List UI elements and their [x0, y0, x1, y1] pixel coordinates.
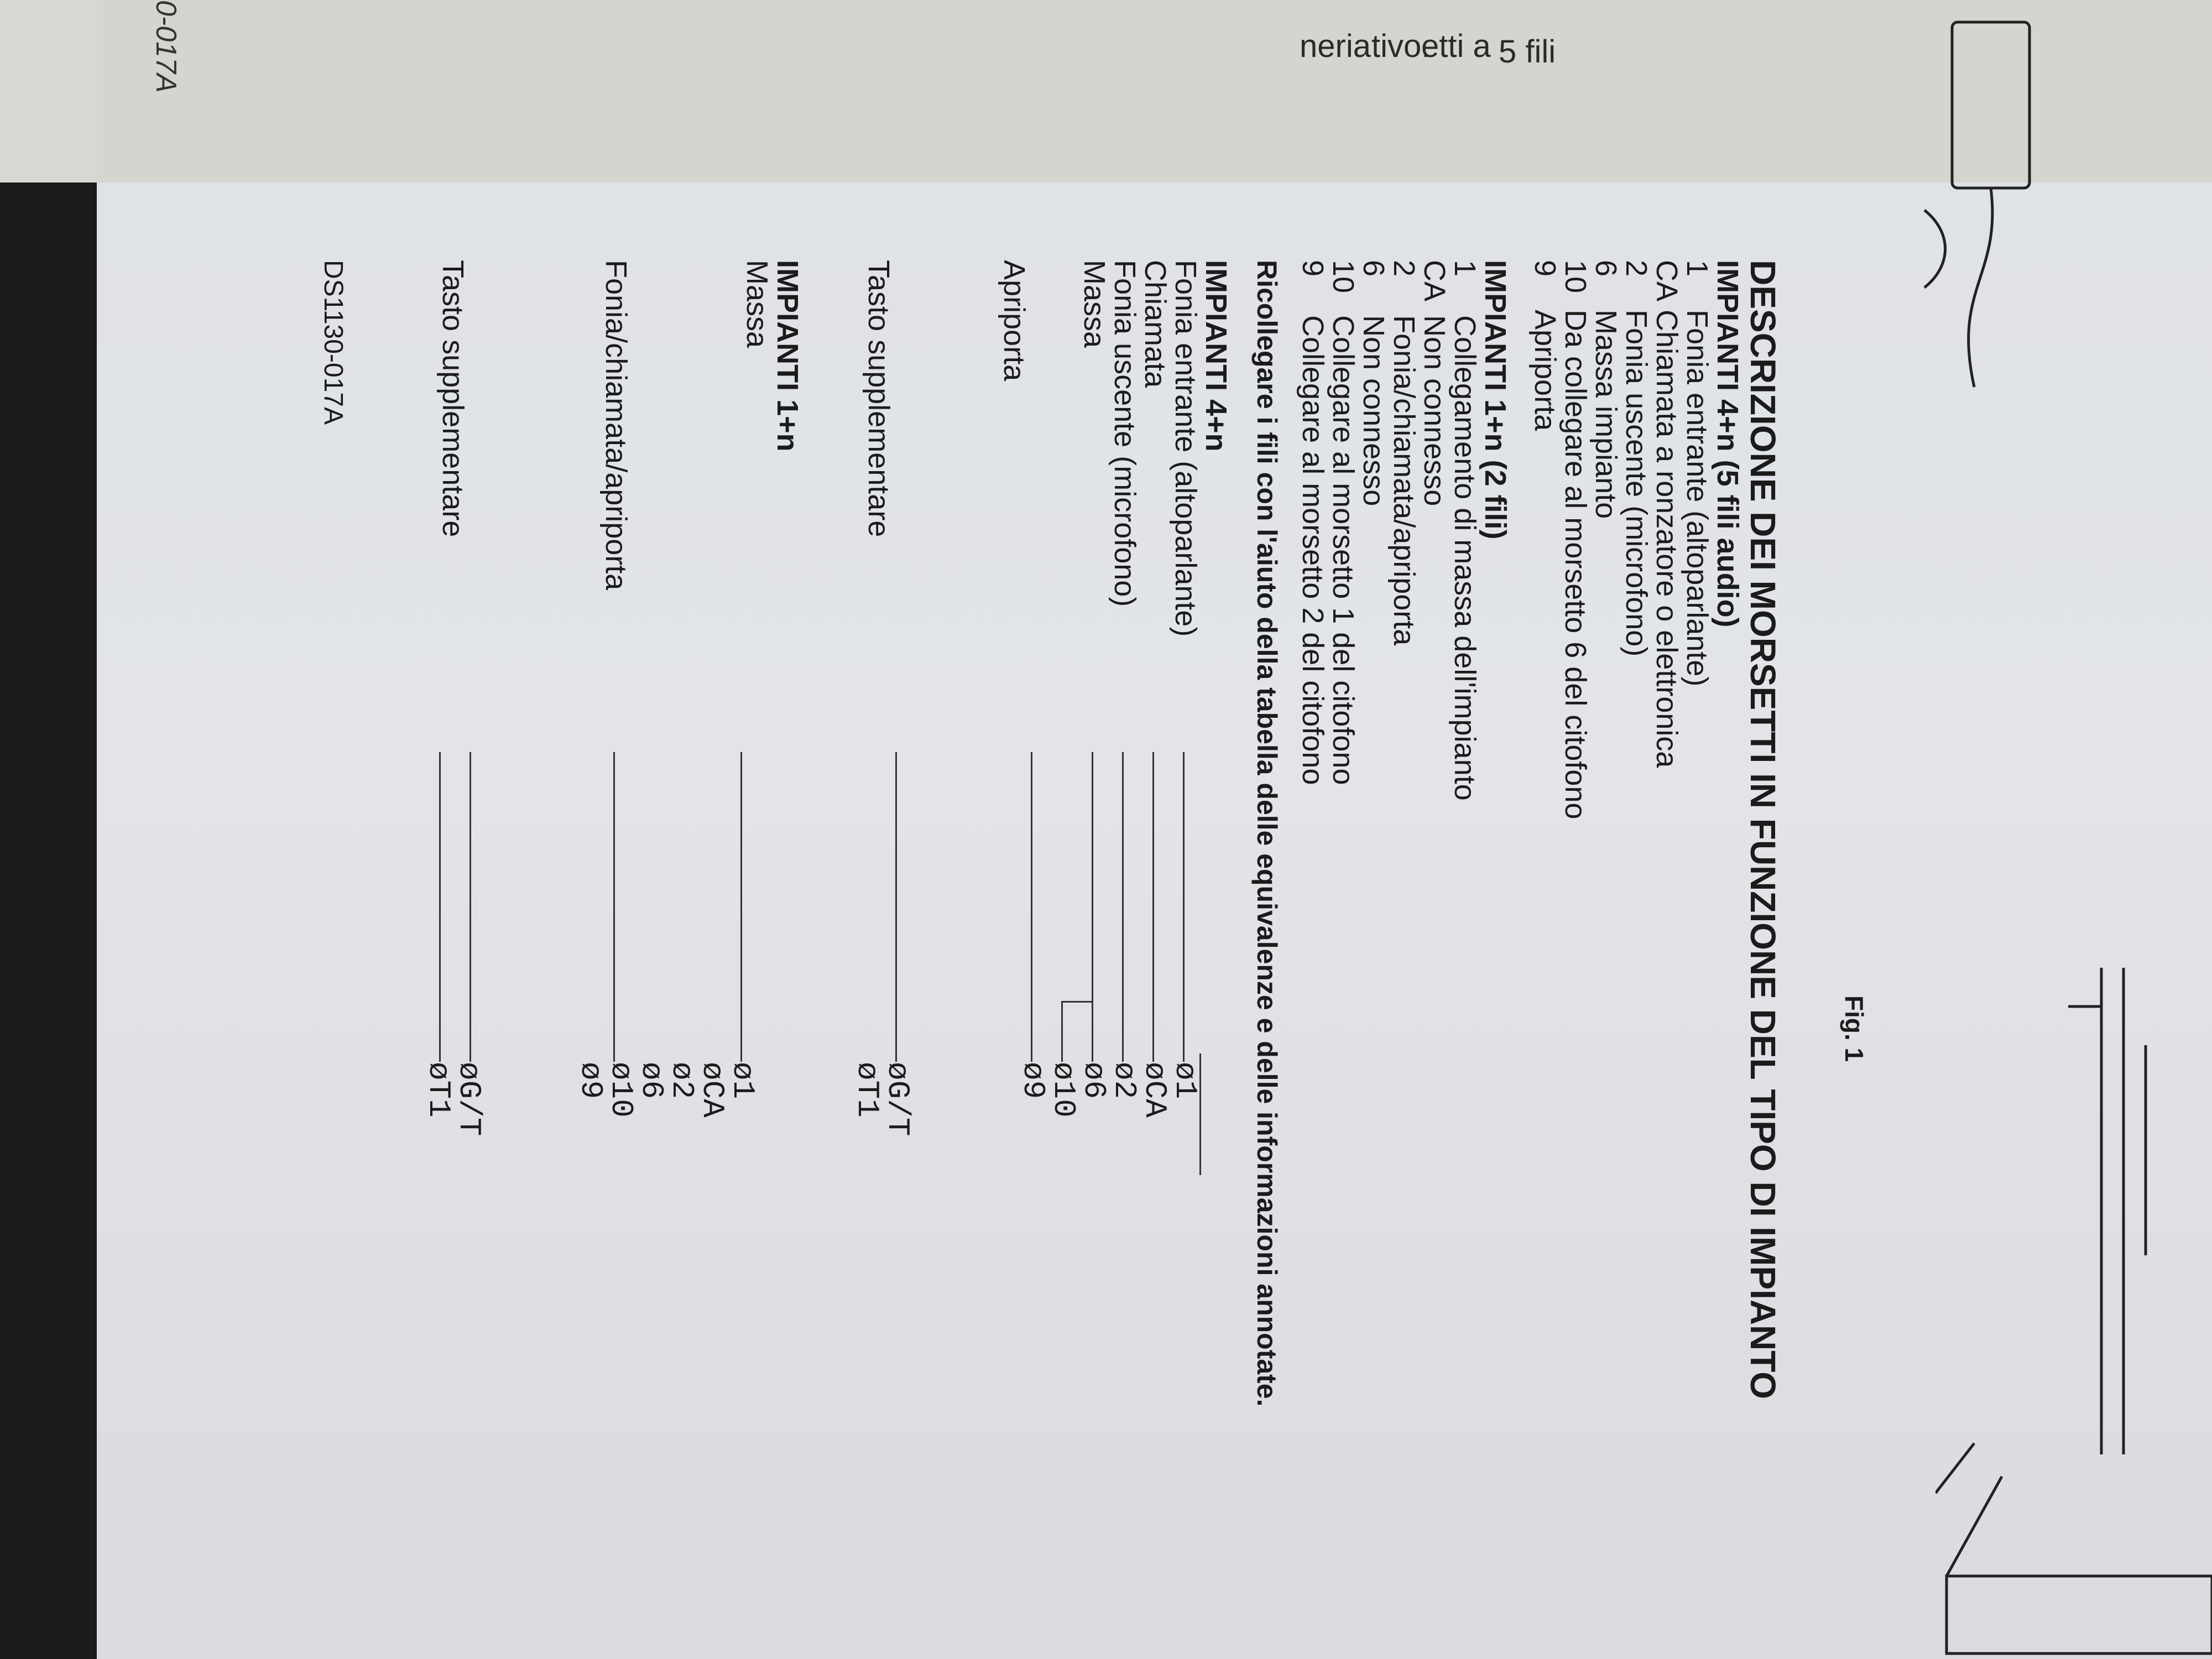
intercom-handset-illustration: [1880, 0, 2212, 830]
diagram-4n-heading: IMPIANTI 4+n: [1199, 260, 1233, 452]
terminal: øCA: [695, 1062, 730, 1118]
terminal: øG/T: [880, 1062, 915, 1136]
page-title: DESCRIZIONE DEI MORSETTI IN FUNZIONE DEL TIPO DI IMPIANTO: [1743, 260, 1783, 1399]
desc: Collegare al morsetto 1 del citofono: [1327, 315, 1360, 785]
diagram-4n-label: Apriporta: [998, 260, 1031, 382]
wire: [439, 752, 441, 1062]
wire: [1092, 752, 1093, 1001]
desc: Chiamata a ronzatore o elettronica: [1650, 310, 1683, 768]
code: 9: [1528, 260, 1562, 277]
wire: [1092, 1001, 1093, 1062]
code: 6: [1357, 260, 1390, 277]
diagram-1n-heading: IMPIANTI 1+n: [771, 260, 804, 452]
diagram-4n-label: Chiamata: [1139, 260, 1172, 388]
desc: Fonia entrante (altoparlante): [1681, 310, 1714, 687]
desc: Fonia/chiamata/apriporta: [1387, 315, 1421, 646]
diagram-1n-label: Massa: [740, 260, 774, 348]
back-fragment-4: neria: [1300, 28, 1371, 64]
diagram-4n-label: Tasto supplementare: [862, 260, 895, 538]
figure-label: Fig. 1: [1840, 995, 1869, 1062]
code: 9: [1296, 260, 1329, 277]
wire: [1031, 752, 1032, 1062]
document-content: [97, 0, 2212, 1659]
desc: Apriporta: [1528, 310, 1562, 431]
diagram-1n-label: Tasto supplementare: [436, 260, 469, 538]
section-1n-2-heading: IMPIANTI 1+n (2 fili): [1479, 260, 1512, 540]
diagram-4n-label: Massa: [1078, 260, 1111, 348]
desc: Fonia uscente (microfono): [1620, 310, 1653, 657]
desc: Collegamento di massa dell'impianto: [1448, 315, 1481, 801]
code: 10: [1327, 260, 1360, 294]
code: CA: [1418, 260, 1451, 302]
wiring-note: Ricollegare i fili con l'aiuto della tabella delle equivalenze e delle informazioni annotate.: [1251, 260, 1282, 1407]
wire: [1061, 1001, 1063, 1062]
back-code: 0-017A: [150, 0, 182, 93]
terminal: ø1: [1167, 1062, 1203, 1099]
wall-mount-illustration: [1936, 1410, 2212, 1659]
wire: [613, 752, 615, 1062]
terminal: øT1: [421, 1062, 456, 1118]
terminal: ø6: [634, 1062, 669, 1099]
terminal: øT1: [849, 1062, 885, 1118]
diagram-4n-label: Fonia entrante (altoparlante): [1169, 260, 1202, 637]
desc: Non connesso: [1357, 315, 1390, 507]
wire: [1152, 752, 1154, 1062]
terminal: ø6: [1076, 1062, 1112, 1099]
terminal: ø9: [1015, 1062, 1051, 1099]
code: CA: [1650, 260, 1683, 302]
diagram-1n-label: Fonia/chiamata/apriporta: [599, 260, 633, 591]
wire: [469, 752, 471, 1062]
terminal: ø2: [1107, 1062, 1142, 1099]
code: 2: [1620, 260, 1653, 277]
wire: [740, 752, 742, 1062]
document-code: DS1130-017A: [319, 260, 348, 425]
code: 1: [1448, 260, 1481, 277]
terminal: øCA: [1137, 1062, 1172, 1118]
desc: Massa impianto: [1589, 310, 1623, 519]
terminal: ø1: [725, 1062, 760, 1099]
terminal: ø2: [664, 1062, 700, 1099]
terminal: ø10: [1046, 1062, 1081, 1118]
terminal: ø9: [573, 1062, 608, 1099]
diagram-4n-label: Fonia uscente (microfono): [1108, 260, 1141, 607]
terminal: øG/T: [451, 1062, 487, 1136]
code: 2: [1387, 260, 1421, 277]
wire: [895, 752, 897, 1062]
terminal: ø10: [603, 1062, 639, 1118]
code: 1: [1681, 260, 1714, 277]
code: 6: [1589, 260, 1623, 277]
desc: Da collegare al morsetto 6 del citofono: [1559, 310, 1592, 820]
desc: Collegare al morsetto 2 del citofono: [1296, 315, 1329, 785]
back-fragment-2: etti a: [1421, 28, 1491, 64]
desc: Non connesso: [1418, 315, 1451, 507]
handset-cable-illustration: [1991, 968, 2212, 1465]
back-fragment-1: 5 fili: [1499, 34, 1556, 70]
wire: [1183, 752, 1185, 1062]
code: 10: [1559, 260, 1592, 294]
back-fragment-3: tivo.: [1371, 28, 1431, 64]
section-4n-5-heading: IMPIANTI 4+n (5 fili audio): [1711, 260, 1744, 628]
wire: [1122, 752, 1124, 1062]
wire: [1063, 1001, 1093, 1003]
